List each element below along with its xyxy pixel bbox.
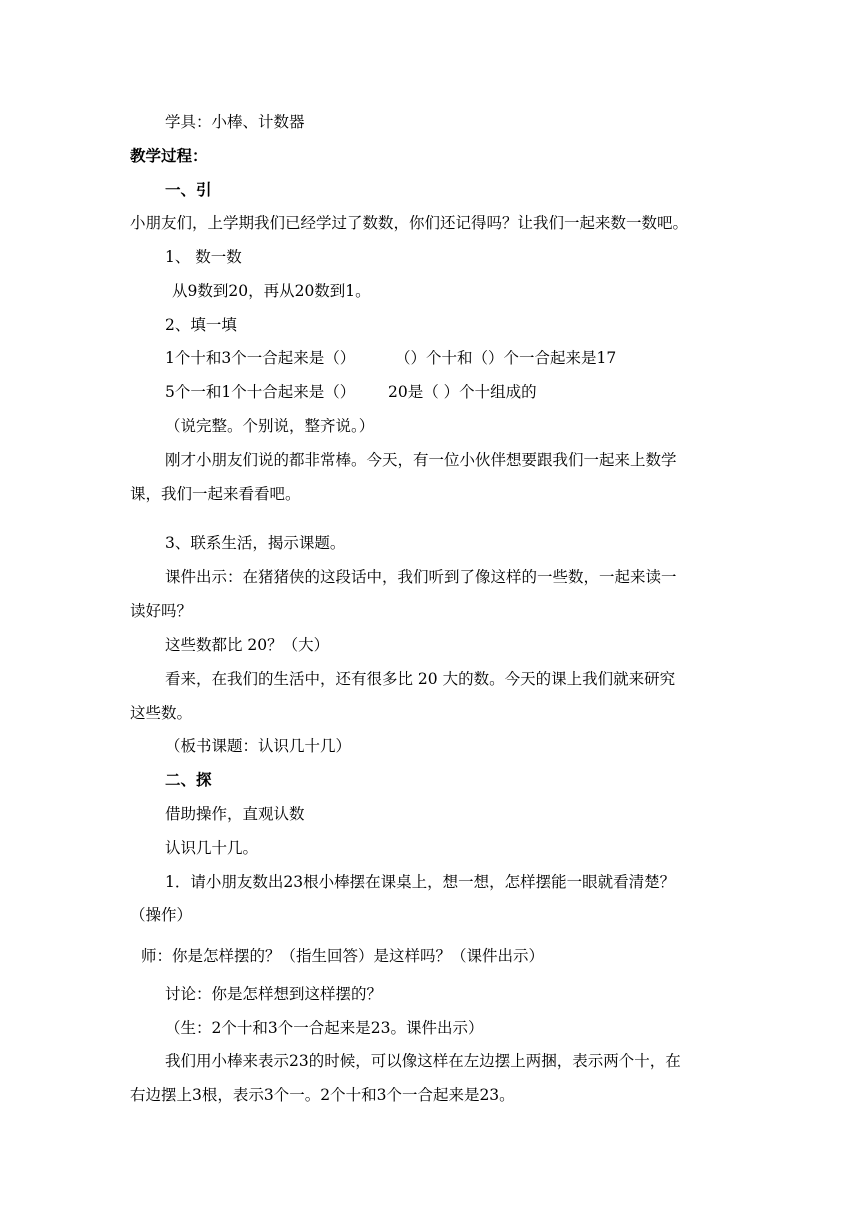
process-heading: 教学过程：	[130, 147, 208, 165]
courseware-line-1: 课件出示：在猪猪侠的这段话中，我们听到了像这样的一些数，一起来读一	[165, 568, 677, 586]
explain-line-2: 右边摆上3根，表示3个一。2个十和3个一合起来是23。	[130, 1086, 515, 1104]
recognize-line: 认识几十几。	[165, 839, 259, 857]
item-1: 1、 数一数	[165, 248, 242, 266]
fill-blank-a: 1个十和3个一合起来是（）	[165, 349, 356, 367]
seems-line-1: 看来，在我们的生活中，还有很多比 20 大的数。今天的课上我们就来研究	[165, 670, 676, 688]
step-1-line-2: （操作）	[130, 906, 193, 924]
compare-line: 这些数都比 20？（大）	[165, 636, 330, 654]
discuss-line: 讨论：你是怎样想到这样摆的？	[165, 985, 383, 1003]
section-1-heading: 一、引	[165, 181, 212, 199]
intro-paragraph: 小朋友们，上学期我们已经学过了数数，你们还记得吗？让我们一起来数一数吧。	[130, 214, 689, 232]
student-line: （生：2个十和3个一合起来是23。课件出示）	[165, 1019, 484, 1037]
praise-line-1: 刚才小朋友们说的都非常棒。今天，有一位小伙伴想要跟我们一起来上数学	[165, 451, 677, 469]
tools-line: 学具：小棒、计数器	[165, 113, 305, 131]
step-1-line-1: 1．请小朋友数出23根小棒摆在课桌上，想一想，怎样摆能一眼就看清楚？	[165, 873, 676, 891]
explain-line-1: 我们用小棒来表示23的时候，可以像这样在左边摆上两捆，表示两个十，在	[165, 1052, 681, 1070]
teacher-line: 师：你是怎样摆的？（指生回答）是这样吗？（课件出示）	[141, 947, 545, 965]
operate-line: 借助操作，直观认数	[165, 805, 305, 823]
board-title: （板书课题：认识几十几）	[165, 737, 352, 755]
seems-line-2: 这些数。	[130, 704, 193, 722]
say-complete-note: （说完整。个别说，整齐说。）	[165, 417, 375, 435]
section-2-heading: 二、探	[165, 771, 212, 789]
item-1-detail: 从9数到20，再从20数到1。	[172, 282, 371, 300]
praise-line-2: 课，我们一起来看看吧。	[130, 485, 301, 503]
fill-blank-b: （）个十和（）个一合起来是17	[395, 349, 617, 367]
courseware-line-2: 读好吗？	[130, 602, 193, 620]
item-2: 2、填一填	[165, 316, 237, 334]
fill-blank-c: 5个一和1个十合起来是（）	[165, 383, 356, 401]
item-3: 3、联系生活，揭示课题。	[165, 534, 346, 552]
fill-blank-d: 20是（ ）个十组成的	[388, 383, 537, 401]
